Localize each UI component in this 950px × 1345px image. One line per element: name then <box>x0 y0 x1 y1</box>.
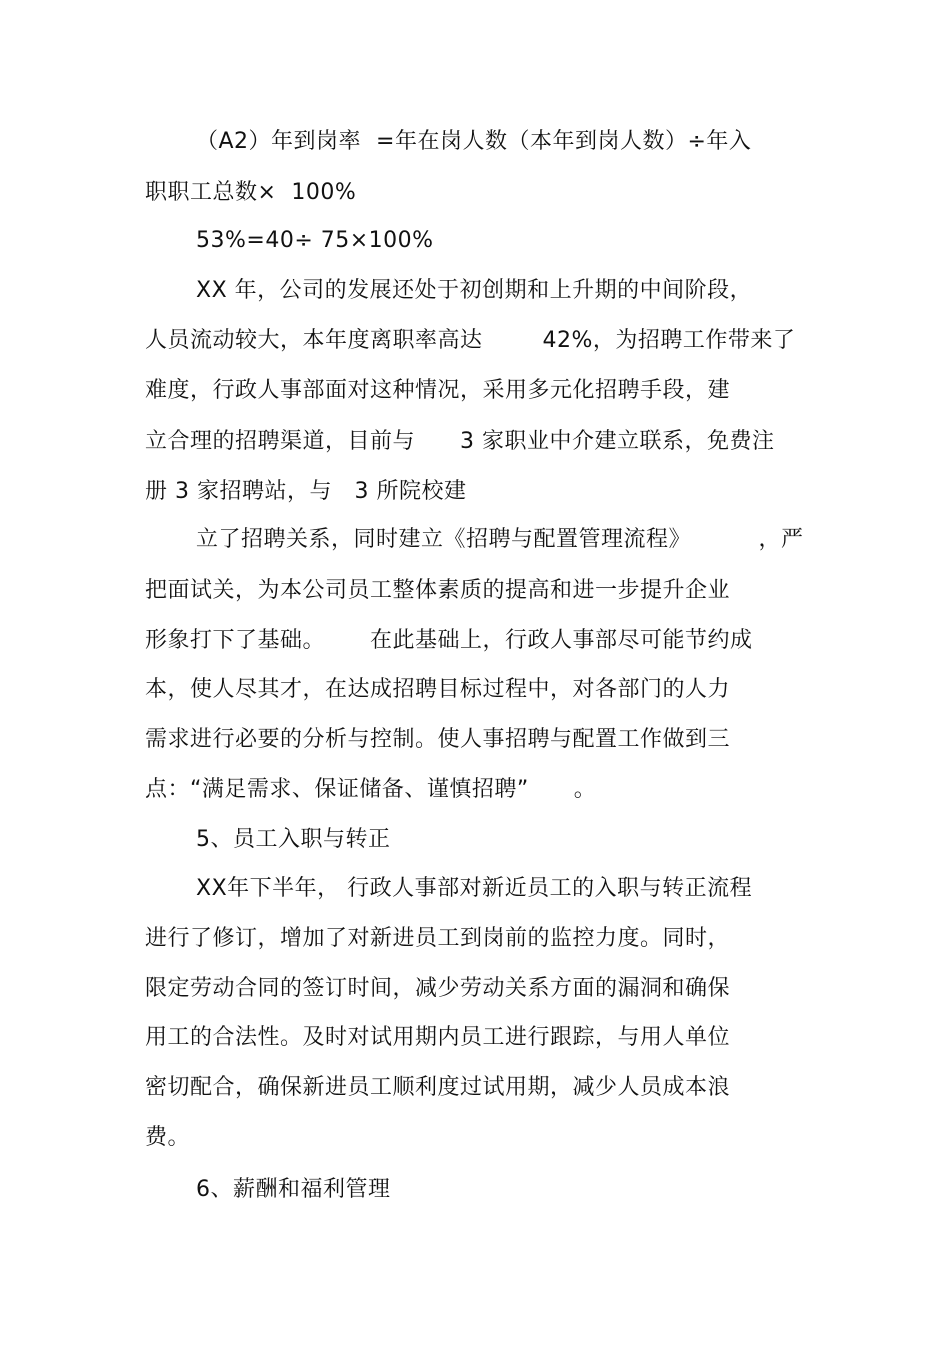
text-line: 把面试关，为本公司员工整体素质的提高和进一步提升企业 <box>145 578 731 603</box>
text-line: 职职工总数× 100% <box>145 180 357 205</box>
text-line: XX 年，公司的发展还处于初创期和上升期的中间阶段， <box>196 278 753 303</box>
text-line: 点：“满足需求、保证储备、谨慎招聘” 。 <box>145 777 597 802</box>
text-line: 进行了修订，增加了对新进员工到岗前的监控力度。同时， <box>145 926 731 951</box>
text-line: （A2）年到岗率 =年在岗人数（本年到岗人数）÷年入 <box>196 129 752 154</box>
text-line: 密切配合，确保新进员工顺利度过试用期，减少人员成本浪 <box>145 1075 731 1100</box>
text-line: 立了招聘关系，同时建立《招聘与配置管理流程》 ，严 <box>196 527 804 552</box>
text-line: 53%=40÷ 75×100% <box>196 228 434 253</box>
section-heading: 6、薪酬和福利管理 <box>196 1177 391 1202</box>
text-line: 本，使人尽其才，在达成招聘目标过程中，对各部门的人力 <box>145 677 731 702</box>
text-line: 形象打下了基础。 在此基础上，行政人事部尽可能节约成 <box>145 628 753 653</box>
text-line: 用工的合法性。及时对试用期内员工进行跟踪，与用人单位 <box>145 1025 731 1050</box>
text-line: 立合理的招聘渠道，目前与 3 家职业中介建立联系，免费注 <box>145 429 775 454</box>
section-heading: 5、员工入职与转正 <box>196 827 391 852</box>
text-line: 难度，行政人事部面对这种情况，采用多元化招聘手段，建 <box>145 378 731 403</box>
text-line: 人员流动较大，本年度离职率高达 42%，为招聘工作带来了 <box>145 328 796 353</box>
text-line: 需求进行必要的分析与控制。使人事招聘与配置工作做到三 <box>145 727 731 752</box>
text-line: 费。 <box>145 1125 191 1150</box>
text-line: 册 3 家招聘站，与 3 所院校建 <box>145 479 467 504</box>
text-line: 限定劳动合同的签订时间，减少劳动关系方面的漏洞和确保 <box>145 976 731 1001</box>
text-line: XX年下半年， 行政人事部对新近员工的入职与转正流程 <box>196 876 753 901</box>
